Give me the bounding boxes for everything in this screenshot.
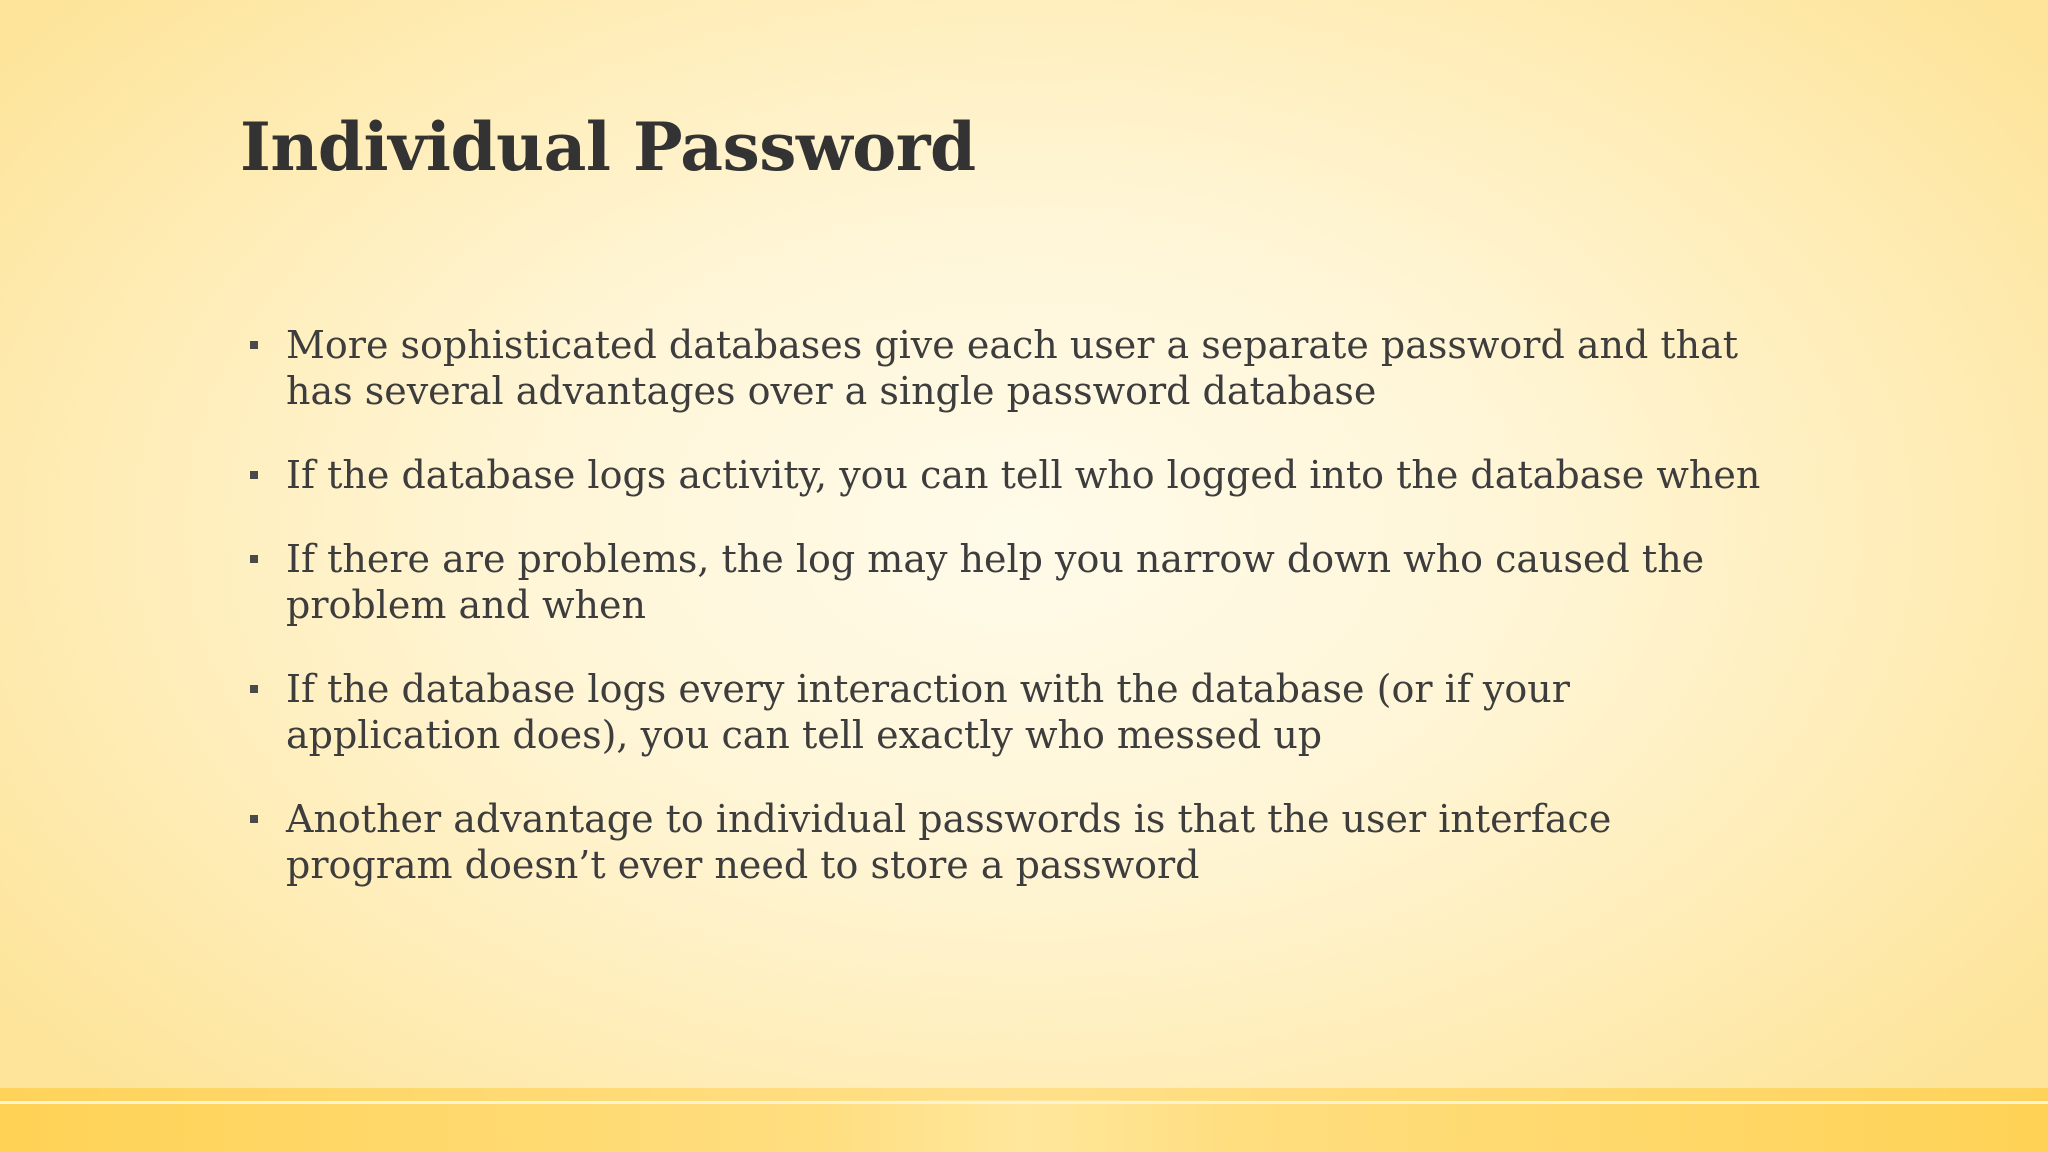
square-bullet-icon <box>250 471 258 479</box>
bullet-text: If there are problems, the log may help you narrow down who caused the problem and when <box>286 537 1705 627</box>
bullet-item <box>248 666 1788 758</box>
bullet-text: If the database logs activity, you can tell who logged into the database when <box>286 453 1761 497</box>
square-bullet-icon <box>250 685 258 693</box>
square-bullet-icon <box>250 341 258 349</box>
bullet-item <box>248 322 1788 414</box>
bullet-item <box>248 536 1788 628</box>
slide-title: Individual Password <box>240 108 976 186</box>
square-bullet-icon <box>250 815 258 823</box>
bullet-text: More sophisticated databases give each user a separate password and that has several advantages over a single password database <box>286 323 1739 413</box>
footer-accent-stripe <box>0 1088 2048 1100</box>
square-bullet-icon <box>250 555 258 563</box>
footer-divider <box>0 1101 2048 1104</box>
bullet-text: If the database logs every interaction with the database (or if your application does), you can tell exactly who messed up <box>286 667 1570 757</box>
bullet-text: Another advantage to individual passwords is that the user interface program doesn’t ever need to store a password <box>286 797 1612 887</box>
bullet-list <box>248 322 1788 926</box>
bullet-item <box>248 452 1788 498</box>
bullet-item <box>248 796 1788 888</box>
